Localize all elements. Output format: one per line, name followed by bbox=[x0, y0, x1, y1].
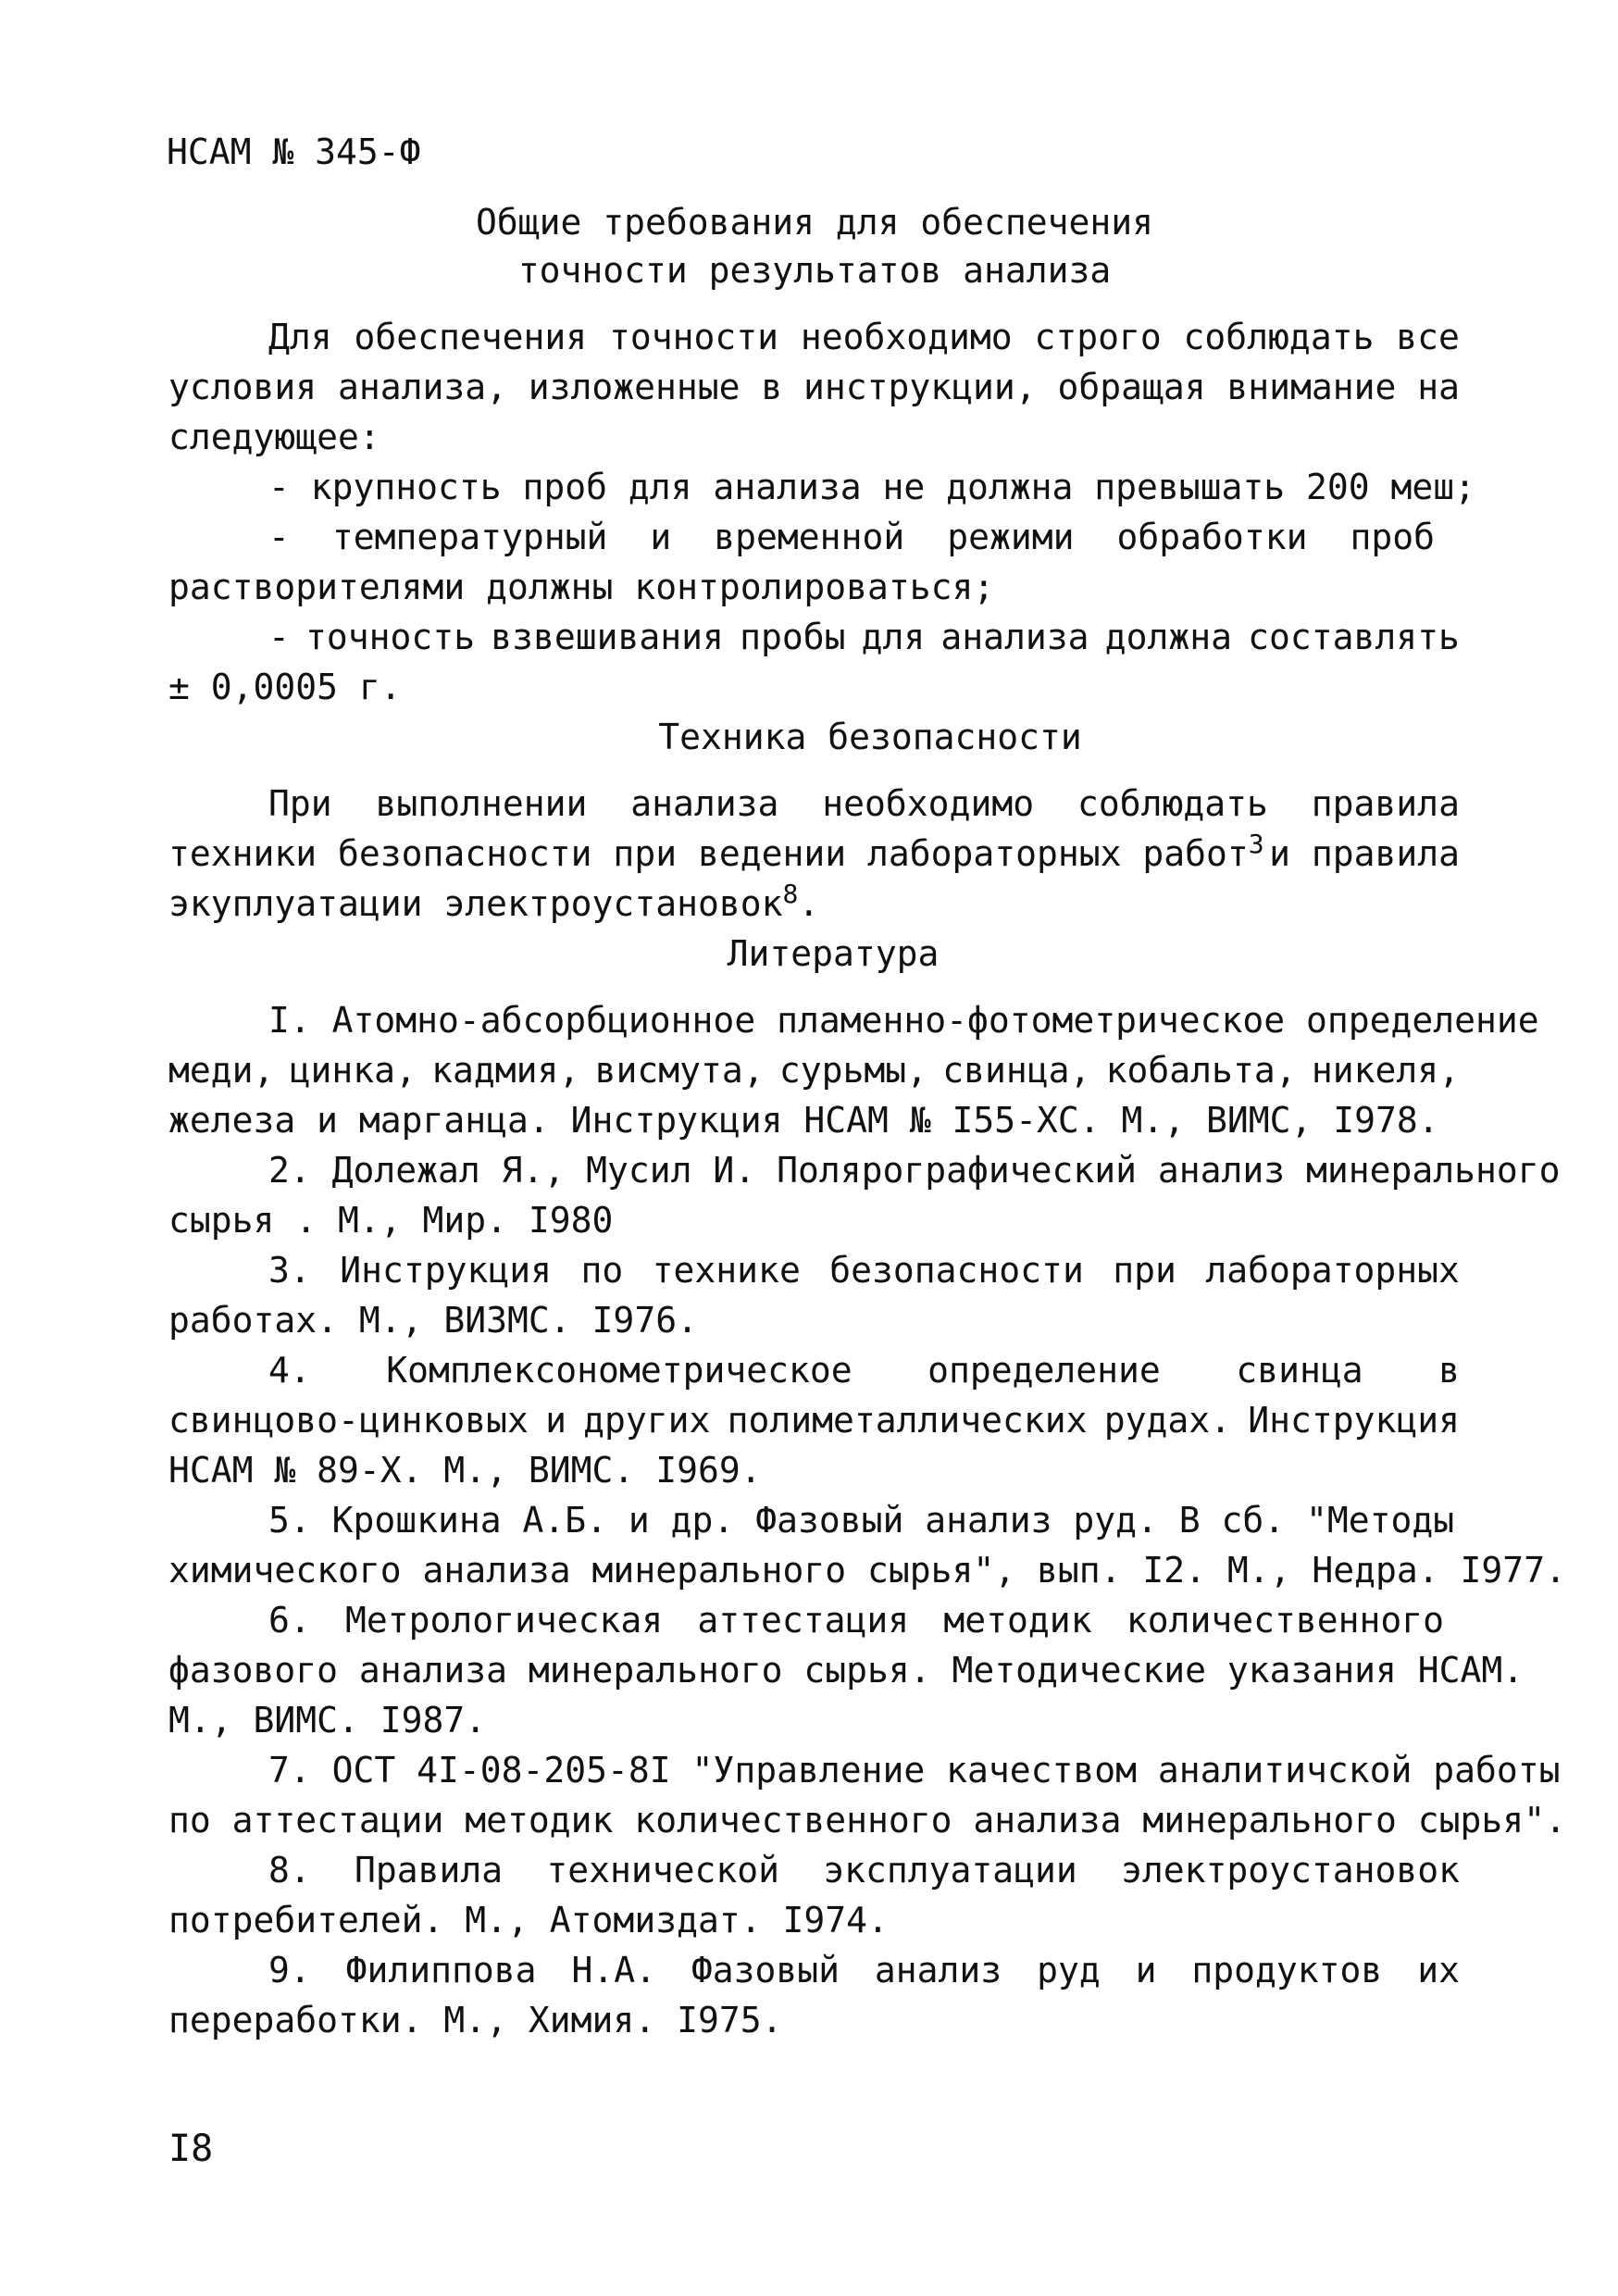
reference-8-line1 bbox=[268, 1850, 1460, 1890]
word: необходимо bbox=[822, 783, 1035, 824]
word: цинка, bbox=[289, 1050, 417, 1091]
word: продуктов bbox=[1191, 1950, 1383, 1990]
reference-4-line2 bbox=[168, 1400, 1460, 1441]
word: 8. bbox=[268, 1850, 311, 1890]
safety-line3-tail: . bbox=[798, 883, 820, 924]
word: анализ bbox=[874, 1950, 1002, 1990]
word: выполнении bbox=[375, 783, 588, 824]
word: для bbox=[861, 617, 926, 657]
word: Комплексонометрическое bbox=[386, 1350, 853, 1391]
word: меди, bbox=[168, 1050, 275, 1091]
reference-4-line1 bbox=[268, 1350, 1460, 1391]
requirements-paragraph-line3: следующее: bbox=[168, 417, 380, 457]
word: методик bbox=[943, 1600, 1092, 1641]
footnote-ref-8: 8 bbox=[782, 879, 799, 909]
reference-8-line2: потребителей. М., Атомиздат. I974. bbox=[168, 1900, 889, 1940]
word: аттестация bbox=[697, 1600, 910, 1641]
section-title-literature: Литература bbox=[727, 933, 940, 974]
word: точность bbox=[305, 617, 476, 657]
word: анализа bbox=[940, 617, 1089, 657]
reference-9-line1 bbox=[268, 1950, 1460, 1990]
footnote-ref-3: 3 bbox=[1248, 829, 1264, 859]
word: пробы bbox=[740, 617, 846, 657]
word: анализа, bbox=[337, 367, 507, 407]
word: все bbox=[1396, 317, 1460, 357]
word: обработки bbox=[1116, 517, 1308, 557]
word: Н.А. bbox=[571, 1950, 656, 1990]
word: кобальта, bbox=[1105, 1050, 1297, 1091]
word: в bbox=[761, 367, 783, 407]
reference-5-line1: 5. Крошкина А.Б. и др. Фазовый анализ руд. В сб. "Методы bbox=[268, 1500, 1455, 1541]
word: временной bbox=[714, 517, 905, 557]
word: обеспечения bbox=[354, 317, 588, 357]
word: обращая bbox=[1057, 367, 1206, 407]
word: 9. bbox=[268, 1950, 311, 1990]
reference-6-line1 bbox=[268, 1600, 1444, 1641]
page-number: I8 bbox=[168, 2128, 214, 2170]
word: в bbox=[1438, 1350, 1460, 1391]
word: температурный bbox=[331, 517, 608, 557]
word: электроустановок bbox=[1120, 1850, 1460, 1890]
word: точности bbox=[608, 317, 778, 357]
requirement-item-weighing-line2: ± 0,0005 г. bbox=[168, 667, 402, 707]
word: свинца bbox=[1236, 1350, 1363, 1391]
reference-2-line2: сырья . М., Мир. I980 bbox=[168, 1200, 614, 1241]
word: При bbox=[268, 783, 332, 824]
reference-7-line2: по аттестации методик количественного анализа минерального сырья". bbox=[168, 1800, 1566, 1841]
word: и bbox=[650, 517, 672, 557]
word: 4. bbox=[268, 1350, 311, 1391]
word: других bbox=[583, 1400, 711, 1441]
requirements-paragraph-line1 bbox=[268, 317, 1460, 357]
word: - bbox=[268, 517, 290, 557]
word: эксплуатации bbox=[823, 1850, 1077, 1890]
word: технике bbox=[652, 1250, 801, 1291]
word: Метрологическая bbox=[345, 1600, 664, 1641]
safety-line2-text: техники безопасности при ведении лабораторных работ bbox=[168, 833, 1249, 874]
word: Филиппова bbox=[345, 1950, 537, 1990]
word: никеля, bbox=[1311, 1050, 1460, 1091]
reference-1-line2 bbox=[168, 1050, 1460, 1091]
word: соблюдать bbox=[1077, 783, 1268, 824]
word: изложенные bbox=[528, 367, 741, 407]
safety-paragraph-line3 bbox=[168, 879, 820, 924]
word: необходимо bbox=[800, 317, 1013, 357]
word: количественного bbox=[1126, 1600, 1444, 1641]
document-code-header: НСАМ № 345-Ф bbox=[167, 131, 421, 172]
reference-2-line1: 2. Долежал Я., Мусил И. Полярографический анализ минерального bbox=[268, 1150, 1561, 1191]
requirement-item-mesh: - крупность проб для анализа не должна превышать 200 меш; bbox=[268, 467, 1476, 507]
word: должна bbox=[1104, 617, 1232, 657]
requirement-item-temperature-line1 bbox=[268, 517, 1435, 557]
word: - bbox=[268, 617, 290, 657]
reference-6-line2: фазового анализа минерального сырья. Методические указания НСАМ. bbox=[168, 1650, 1525, 1691]
word: строго bbox=[1034, 317, 1162, 357]
word: при bbox=[1113, 1250, 1176, 1291]
word: висмута, bbox=[594, 1050, 765, 1091]
word: Инструкция bbox=[340, 1250, 552, 1291]
word: соблюдать bbox=[1183, 317, 1375, 357]
reference-9-line2: переработки. М., Химия. I975. bbox=[168, 2000, 783, 2040]
word: рудах. bbox=[1103, 1400, 1232, 1441]
word: составлять bbox=[1248, 617, 1460, 657]
word: взвешивания bbox=[491, 617, 724, 657]
reference-5-line2: химического анализа минерального сырья", вып. I2. М., Недра. I977. bbox=[168, 1550, 1566, 1591]
reference-1-line3: железа и марганца. Инструкция НСАМ № I55-ХС. М., ВИМС, I978. bbox=[168, 1100, 1439, 1141]
safety-line2-tail: и правила bbox=[1269, 833, 1460, 874]
word: Для bbox=[268, 317, 332, 357]
word: определение bbox=[927, 1350, 1161, 1391]
safety-line3-text: экуплуатации электроустановок bbox=[168, 883, 783, 924]
word: лабораторных bbox=[1205, 1250, 1460, 1291]
word: проб bbox=[1350, 517, 1435, 557]
word: руд bbox=[1037, 1950, 1101, 1990]
requirement-item-weighing-line1 bbox=[268, 617, 1460, 657]
word: 3. bbox=[268, 1250, 311, 1291]
reference-4-line3: НСАМ № 89-Х. М., ВИМС. I969. bbox=[168, 1450, 762, 1491]
reference-6-line3: М., ВИМС. I987. bbox=[168, 1700, 487, 1741]
word: внимание bbox=[1226, 367, 1397, 407]
requirement-item-temperature-line2: растворителями должны контролироваться; bbox=[168, 567, 995, 607]
word: свинцово-цинковых bbox=[168, 1400, 529, 1441]
word: свинца, bbox=[942, 1050, 1091, 1091]
word: их bbox=[1417, 1950, 1460, 1990]
word: Инструкция bbox=[1248, 1400, 1460, 1441]
reference-3-line2: работах. М., ВИЗМС. I976. bbox=[168, 1300, 698, 1341]
word: на bbox=[1417, 367, 1460, 407]
word: 6. bbox=[268, 1600, 311, 1641]
word: и bbox=[1135, 1950, 1157, 1990]
word: Фазовый bbox=[691, 1950, 840, 1990]
section-title-requirements-line1: Общие требования для обеспечения bbox=[475, 202, 1154, 243]
word: технической bbox=[546, 1850, 779, 1890]
reference-1-line1: I. Атомно-абсорбционное пламенно-фотометрическое определение bbox=[268, 1000, 1539, 1041]
word: полиметаллических bbox=[727, 1400, 1088, 1441]
word: сурьмы, bbox=[778, 1050, 928, 1091]
safety-paragraph-line2 bbox=[168, 829, 1460, 874]
word: кадмия, bbox=[431, 1050, 580, 1091]
word: безопасности bbox=[829, 1250, 1084, 1291]
word: Правила bbox=[354, 1850, 504, 1890]
word: и bbox=[545, 1400, 566, 1441]
word: условия bbox=[168, 367, 317, 407]
reference-3-line1 bbox=[268, 1250, 1460, 1291]
requirements-paragraph-line2 bbox=[168, 367, 1460, 407]
section-title-safety: Техника безопасности bbox=[658, 717, 1082, 757]
word: инструкции, bbox=[803, 367, 1037, 407]
word: анализа bbox=[630, 783, 779, 824]
word: по bbox=[580, 1250, 624, 1291]
reference-7-line1: 7. ОСТ 4I-08-205-8I "Управление качеством аналитичской работы bbox=[268, 1750, 1561, 1791]
safety-paragraph-line1 bbox=[268, 783, 1460, 824]
word: правила bbox=[1311, 783, 1460, 824]
section-title-requirements-line2: точности результатов анализа bbox=[517, 250, 1112, 291]
word: режими bbox=[947, 517, 1075, 557]
